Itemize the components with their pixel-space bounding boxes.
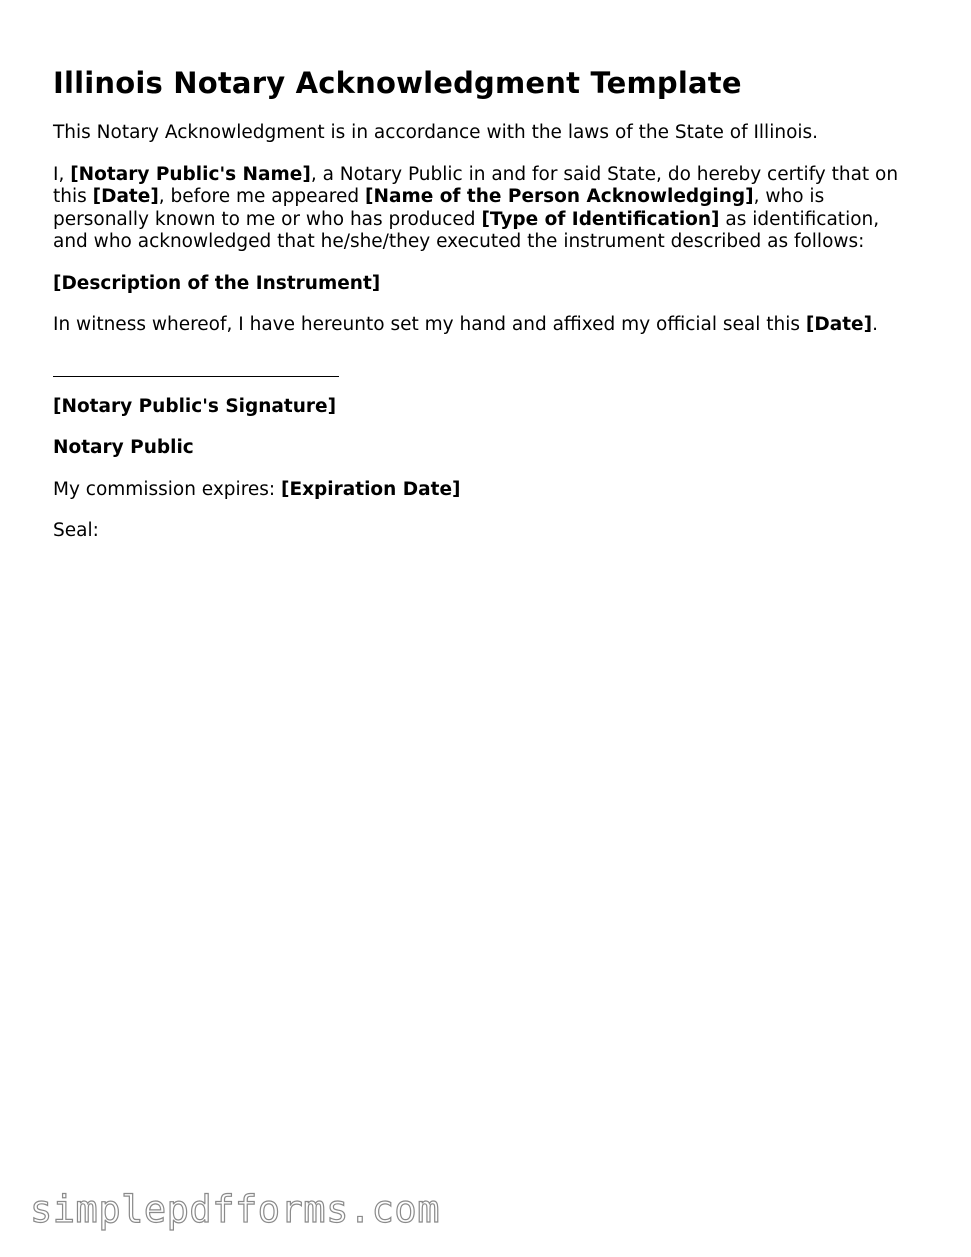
document-title: Illinois Notary Acknowledgment Template — [53, 66, 742, 100]
signature-label-text: [Notary Public's Signature] — [53, 395, 337, 417]
notary-title-text: Notary Public — [53, 437, 194, 458]
expiration-date-placeholder: [Expiration Date] — [281, 478, 461, 500]
commission-line — [53, 479, 913, 502]
certify-text-3: , before me appeared — [158, 186, 366, 207]
witness-text-2: . — [872, 314, 878, 335]
signature-label — [53, 396, 913, 419]
watermark: simplepdfforms.com — [30, 1188, 440, 1231]
certification-paragraph — [53, 164, 913, 254]
certify-text-4: , who is personally known to me or who has produced — [53, 186, 825, 230]
notary-title — [53, 437, 913, 460]
seal-label: Seal: — [53, 520, 99, 541]
witness-paragraph — [53, 314, 913, 337]
identification-type-placeholder: [Type of Identification] — [481, 208, 720, 230]
commission-label: My commission expires: — [53, 478, 282, 500]
instrument-description — [53, 273, 913, 296]
intro-paragraph: This Notary Acknowledgment is in accordance with the laws of the State of Illinois. — [53, 122, 819, 143]
notary-name-placeholder: [Notary Public's Name] — [70, 163, 311, 185]
document-page — [53, 62, 913, 543]
certify-text-1: I, — [53, 163, 71, 185]
certify-text-5: as identification, and who acknowledged that he/she/they executed the instrument described as follows: — [53, 208, 880, 252]
signature-line — [53, 376, 339, 377]
instrument-description-placeholder: [Description of the Instrument] — [53, 272, 381, 294]
certify-text-2: , a Notary Public in and for said State, do hereby certify that on this — [53, 163, 899, 207]
witness-text-1: In witness whereof, I have hereunto set my hand and affixed my official seal this — [53, 314, 806, 335]
witness-date-placeholder: [Date] — [805, 314, 873, 335]
date-placeholder: [Date] — [92, 186, 159, 207]
person-name-placeholder: [Name of the Person Acknowledging] — [365, 186, 754, 207]
